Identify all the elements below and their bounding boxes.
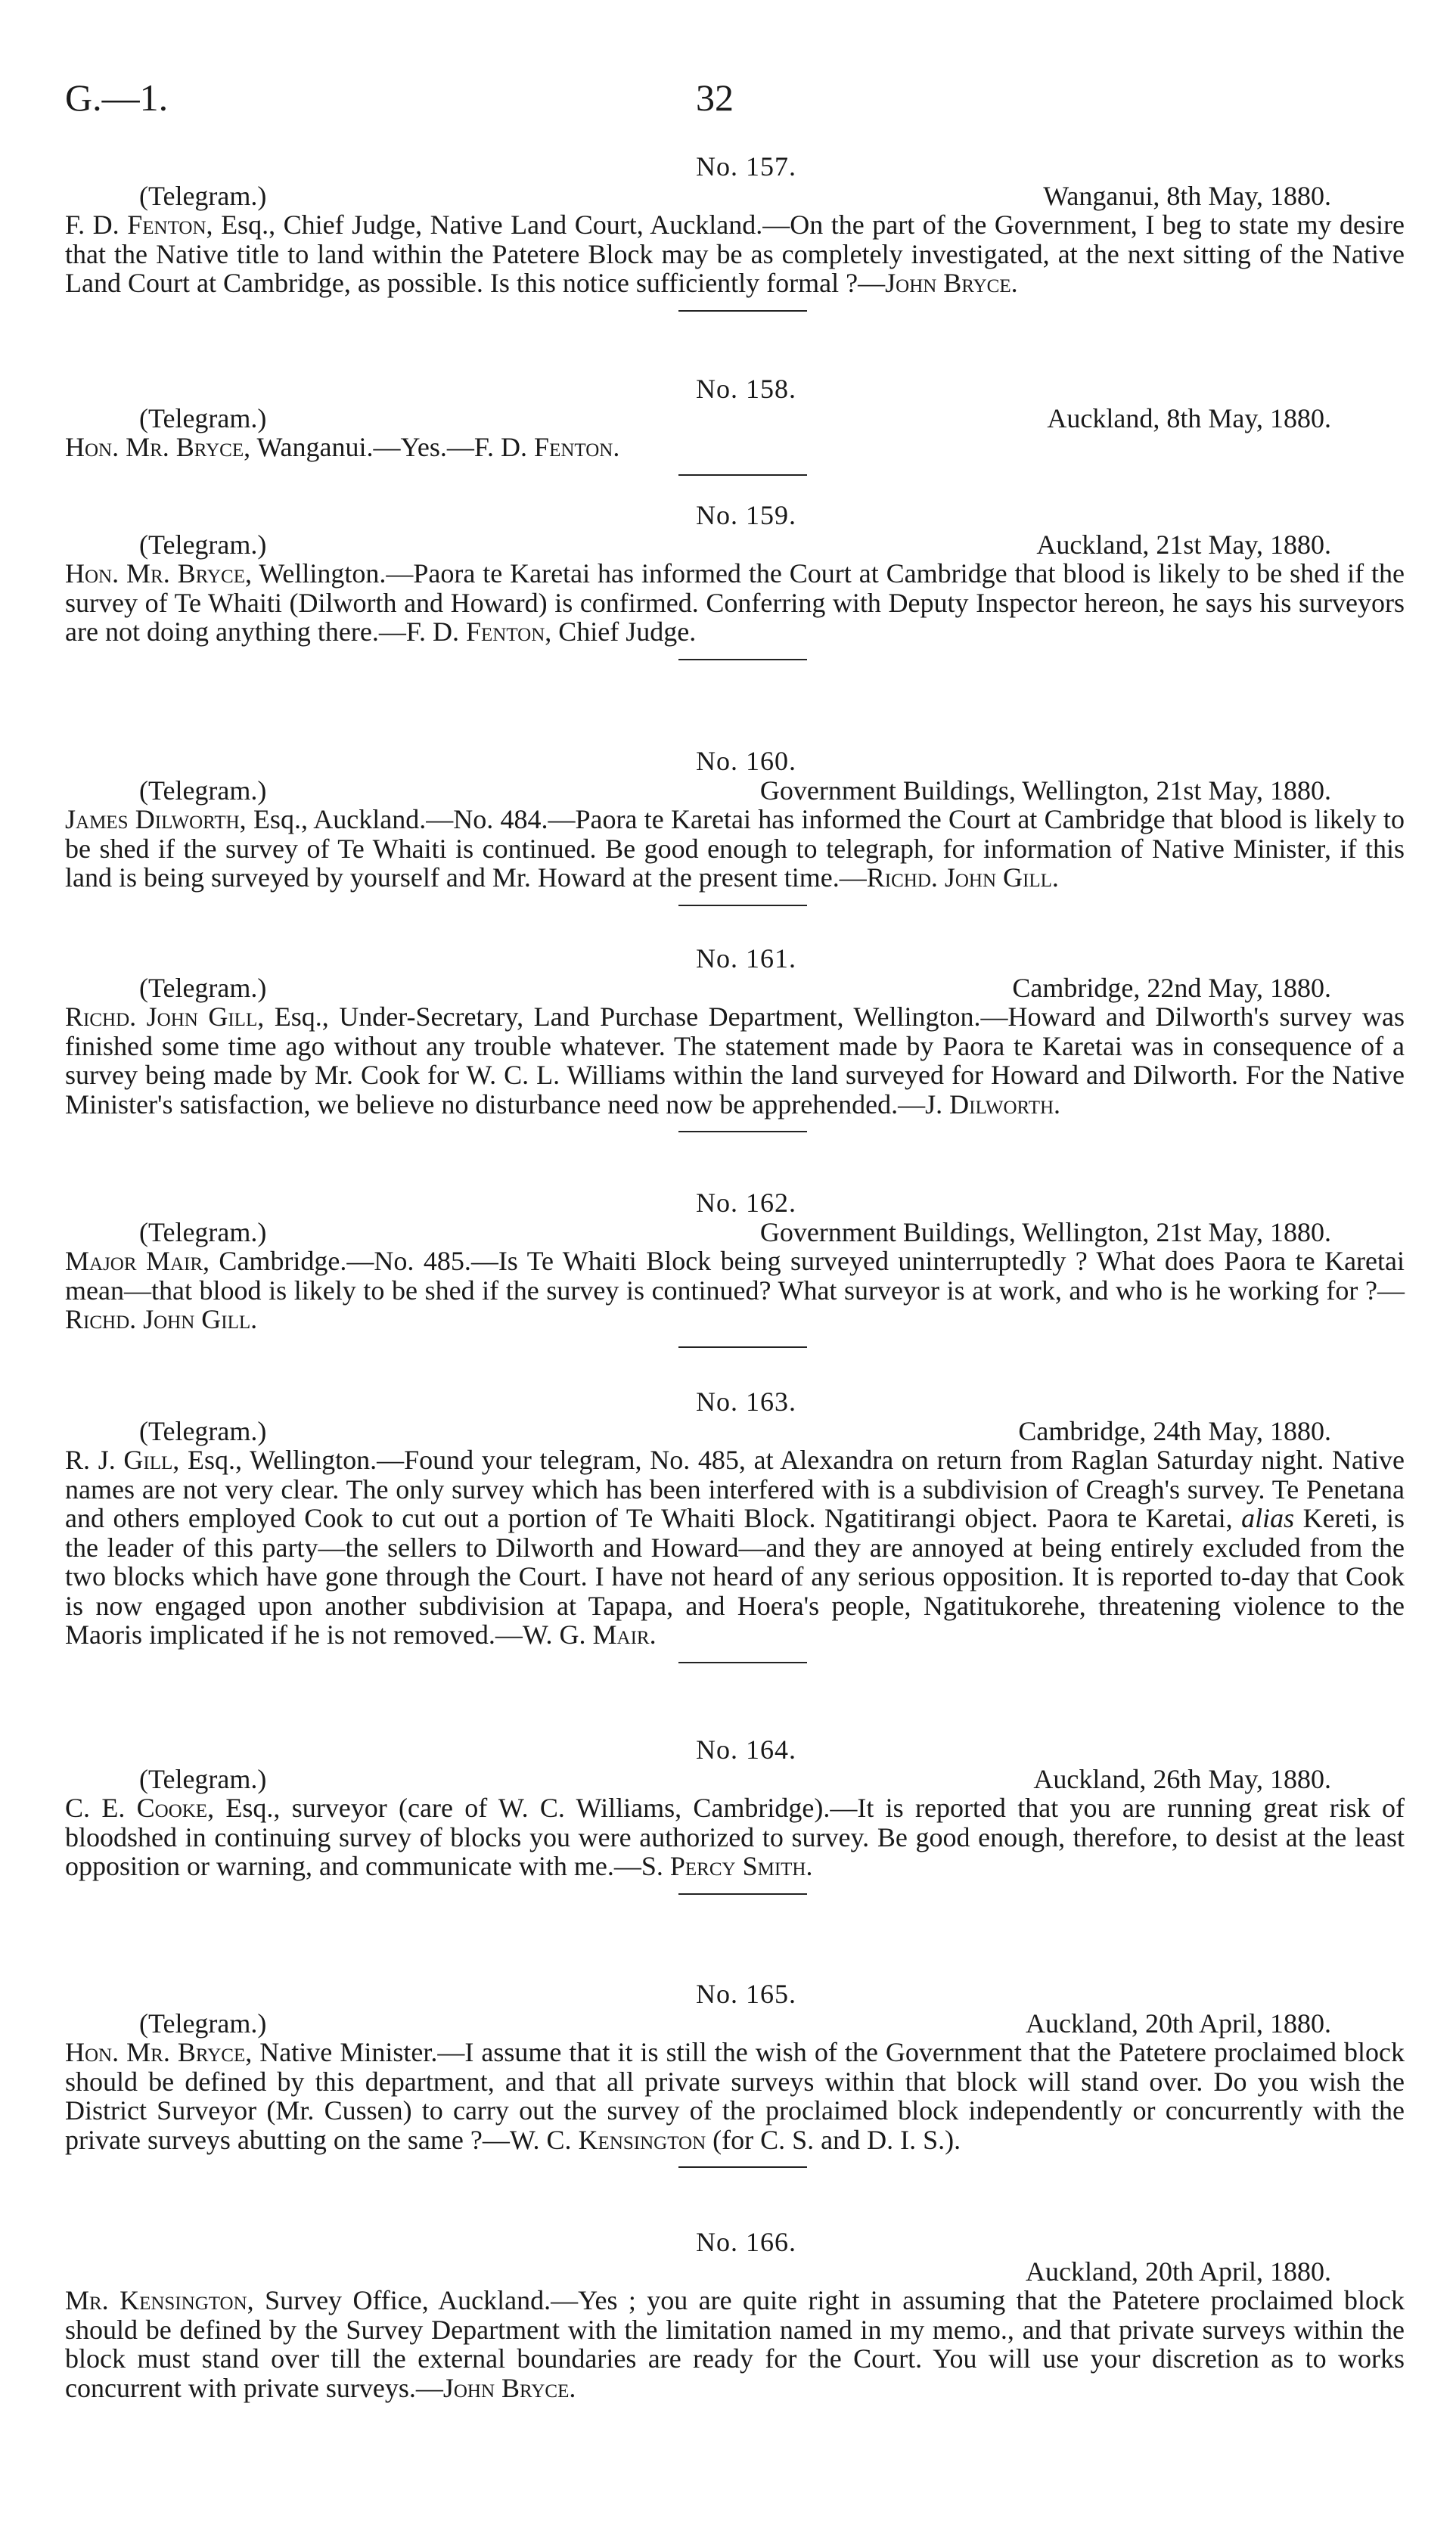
telegram-entry — [65, 2228, 1405, 2402]
entry-meta — [65, 1218, 1405, 1247]
telegram-entry — [65, 374, 1405, 476]
body-text: Kereti, is the leader of this party—the sellers to Dilworth and Howard—and they are annoyed at being entirely excluded from the two blocks which have gone through the Court. I have not heard of any serious opposition. It is reported to-day that Cook is now engaged upon another subdivision at Tapapa, and Hoera's people, Ngatitukorehe, threatening violence to the Maoris implicated if he is not removed.—W. G. — [65, 1503, 1405, 1650]
entry-number: No. 160. — [696, 746, 796, 776]
entry-label: (Telegram.) — [139, 1763, 267, 1794]
body-text: alias — [1241, 1503, 1295, 1533]
entry-label: (Telegram.) — [139, 775, 267, 806]
entry-place-date: Cambridge, 24th May, 1880. — [1018, 1415, 1331, 1446]
entry-place-date: Wanganui, 8th May, 1880. — [1043, 180, 1331, 211]
entry-body — [65, 433, 1405, 462]
divider — [678, 1131, 807, 1132]
divider — [678, 310, 807, 312]
body-text: Richd. John Gill — [65, 1001, 258, 1032]
body-text: . — [613, 432, 620, 462]
telegram-entry — [65, 944, 1405, 1132]
entry-label: (Telegram.) — [139, 529, 267, 560]
body-text: Dilworth — [949, 1088, 1054, 1119]
entry-number: No. 158. — [696, 374, 796, 404]
body-text: , Wellington.—Paora te Karetai has informed the Court at Cambridge that blood is likely to be shed if the survey of Te Whaiti (Dilworth and Howard) is confirmed. Conferring with Deputy Inspector hereon, he says his surveyors are not doing anything there.—F. D. — [65, 558, 1405, 647]
body-text: , Esq., surveyor (care of W. C. Williams, Cambridge).—It is reported that you are running great risk of bloodshed in continuing survey of blocks you were authorized to survey. Be good enough, therefore, to desist at the least opposition or warning, and communicate with me.— — [65, 1793, 1405, 1881]
body-text: Richd. John Gill — [65, 1304, 251, 1334]
divider — [678, 1346, 807, 1348]
entry-label: (Telegram.) — [139, 402, 267, 433]
divider — [678, 659, 807, 660]
body-text: , Native Minister.—I assume that it is still the wish of the Government that the Patetere proclaimed block should be defined by this department, and that all private surveys within that block will stand over. Do you wish the District Surveyor (Mr. Cussen) to carry out the survey of the proclaimed block independently or concurrently with the private surveys abutting on the same ?—W. C. — [65, 2037, 1405, 2155]
body-text: , Wanganui.—Yes.—F. D. — [244, 432, 535, 462]
body-text: Hon. Mr. Bryce — [65, 2037, 246, 2067]
body-text: Fenton — [127, 210, 206, 240]
entry-meta — [65, 530, 1405, 560]
entry-number: No. 166. — [696, 2227, 796, 2257]
body-text: Richd. John Gill — [866, 862, 1052, 893]
entry-body — [65, 805, 1405, 893]
body-text: , Survey Office, Auckland.—Yes ; you are quite right in assuming that the Patetere proclaimed block should be defined by the Survey Department with the limitation named in my memo., and that private surveys within the block must stand over till the external boundaries are ready for the Court. You will use your discretion as to works concurrent with private surveys.— — [65, 2285, 1405, 2403]
entry-meta — [65, 1765, 1405, 1794]
telegram-entry — [65, 152, 1405, 312]
entry-meta — [65, 404, 1405, 433]
entry-body — [65, 1446, 1405, 1650]
entry-body — [65, 2038, 1405, 2154]
entry-place-date: Auckland, 8th May, 1880. — [1047, 402, 1331, 433]
entry-body — [65, 2286, 1405, 2402]
body-text: . — [1011, 268, 1018, 298]
body-text: . — [1054, 1088, 1061, 1119]
divider — [678, 1662, 807, 1663]
body-text: , Cambridge.—No. 485.—Is Te Whaiti Block being surveyed uninterruptedly ? What does Paora te Karetai mean—that blood is likely to be shed if the survey is continued? What surveyor is at work, and who is he working for ?— — [65, 1246, 1405, 1306]
divider — [678, 905, 807, 906]
entry-number: No. 165. — [696, 1979, 796, 2009]
entry-place-date: Auckland, 26th May, 1880. — [1033, 1763, 1331, 1794]
body-text: , Esq., Chief Judge, Native Land Court, Auckland.—On the part of the Government, I beg to state my desire that the Native title to land within the Patetere Block may be as completely investigated, at the next sitting of the Native Land Court at Cambridge, as possible. Is this notice sufficiently formal ?— — [65, 210, 1405, 298]
entry-number: No. 164. — [696, 1734, 796, 1765]
entry-meta — [65, 974, 1405, 1003]
entry-number: No. 157. — [696, 151, 796, 182]
body-text: . — [250, 1304, 258, 1334]
entry-number: No. 161. — [696, 943, 796, 974]
divider — [678, 2166, 807, 2168]
entry-meta — [65, 1417, 1405, 1446]
body-text: Major Mair — [65, 1246, 203, 1276]
body-text: Fenton — [534, 432, 613, 462]
entry-body — [65, 1793, 1405, 1881]
body-text: . — [806, 1851, 813, 1881]
body-text: , Chief Judge. — [545, 616, 697, 647]
entry-body — [65, 1002, 1405, 1119]
entry-place-date: Auckland, 20th April, 1880. — [1026, 2256, 1331, 2287]
body-text: , Esq., Auckland.—No. 484.—Paora te Karetai has informed the Court at Cambridge that blood is likely to be shed if the survey of Te Whaiti is continued. Be good enough to telegraph, for information of Native Minister, if this land is being surveyed by yourself and Mr. Howard at the present time.— — [65, 804, 1405, 893]
entry-label: (Telegram.) — [139, 180, 267, 211]
entry-number: No. 162. — [696, 1188, 796, 1218]
entry-label: (Telegram.) — [139, 1216, 267, 1247]
body-text: Fenton — [466, 616, 545, 647]
entry-label: (Telegram.) — [139, 972, 267, 1003]
body-text: John Bryce — [442, 2372, 570, 2403]
body-text: . — [569, 2372, 576, 2403]
entry-meta — [65, 776, 1405, 806]
entry-meta — [65, 2257, 1405, 2287]
telegram-entry — [65, 747, 1405, 906]
telegram-entry — [65, 1980, 1405, 2168]
body-text: John Bryce — [885, 268, 1011, 298]
telegram-entry — [65, 501, 1405, 660]
entry-number: No. 159. — [696, 500, 796, 530]
telegram-entry — [65, 1188, 1405, 1348]
section-code: G.—1. — [65, 76, 169, 119]
body-text: . — [1051, 862, 1059, 893]
body-text: Hon. Mr. Bryce — [65, 432, 244, 462]
entry-label: (Telegram.) — [139, 1415, 267, 1446]
entry-meta — [65, 2009, 1405, 2039]
entry-body — [65, 210, 1405, 298]
entry-label: (Telegram.) — [139, 2008, 267, 2039]
page-number: 32 — [696, 76, 734, 119]
body-text: Hon. Mr. Bryce — [65, 558, 245, 588]
body-text: . — [649, 1619, 657, 1650]
entry-place-date: Auckland, 21st May, 1880. — [1036, 529, 1331, 560]
body-text: Kensington — [578, 2124, 706, 2155]
entry-place-date: Auckland, 20th April, 1880. — [1026, 2008, 1331, 2039]
body-text: (for C. S. and D. I. S.). — [706, 2124, 961, 2155]
body-text: S. Percy Smith — [641, 1851, 806, 1881]
body-text: James Dilworth — [65, 804, 240, 834]
divider — [678, 474, 807, 476]
body-text: , Esq., Under-Secretary, Land Purchase Department, Wellington.—Howard and Dilworth's survey was finished some time ago without any trouble whatever. The statement made by Paora te Karetai was in consequence of a survey being made by Mr. Cook for W. C. L. Williams within the land surveyed for Howard and Dilworth. For the Native Minister's satisfaction, we believe no disturbance need now be apprehended.—J. — [65, 1001, 1405, 1119]
telegram-entry — [65, 1387, 1405, 1663]
entry-body — [65, 1247, 1405, 1334]
body-text: Mair — [592, 1619, 650, 1650]
entry-place-date: Government Buildings, Wellington, 21st May, 1880. — [759, 775, 1331, 806]
body-text: Mr. Kensington — [65, 2285, 247, 2315]
entry-body — [65, 559, 1405, 647]
body-text: R. J. Gill — [65, 1445, 173, 1475]
entry-number: No. 163. — [696, 1386, 796, 1417]
body-text: F. D. — [65, 210, 128, 240]
entry-place-date: Government Buildings, Wellington, 21st May, 1880. — [759, 1216, 1331, 1247]
entry-place-date: Cambridge, 22nd May, 1880. — [1012, 972, 1331, 1003]
entry-meta — [65, 182, 1405, 211]
divider — [678, 1893, 807, 1895]
body-text: , Esq., Wellington.—Found your telegram, No. 485, at Alexandra on return from Raglan Saturday night. Native names are not very clear. The only survey which has been interfered with is a subdivision of Creagh's survey. Te Penetana and others employed Cook to cut out a portion of Te Whaiti Block. Ngatitirangi object. Paora te Karetai, — [65, 1445, 1405, 1533]
body-text: C. E. Cooke — [65, 1793, 208, 1823]
telegram-entry — [65, 1735, 1405, 1895]
